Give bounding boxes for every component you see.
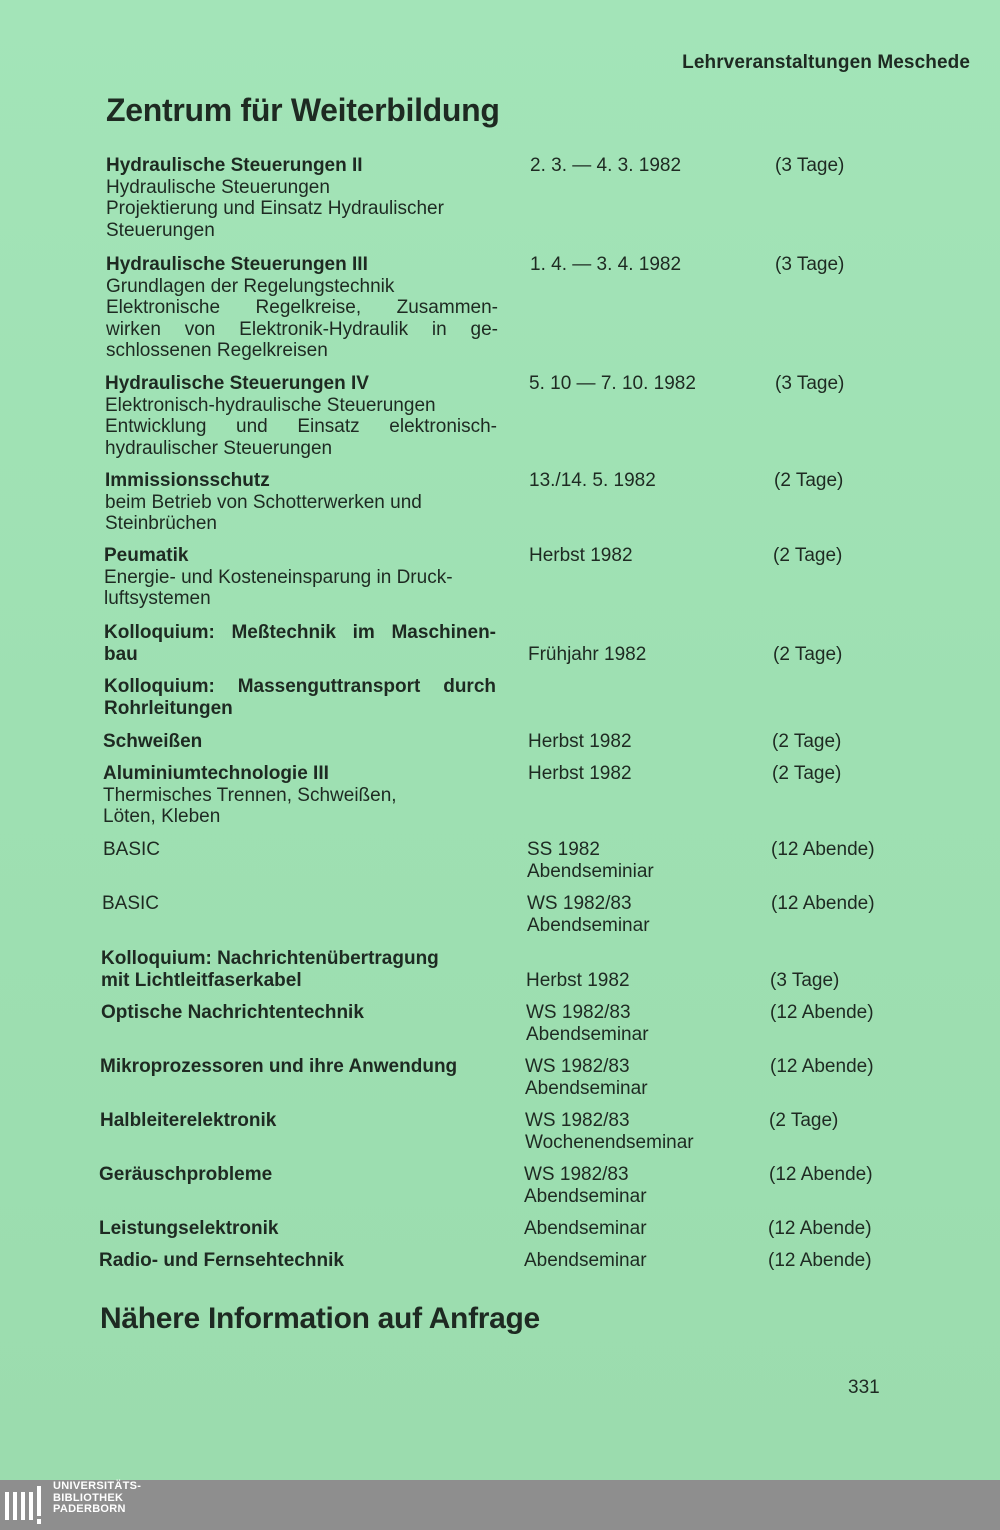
course-duration: (3 Tage)	[775, 254, 845, 275]
course-duration: (12 Abende)	[771, 893, 875, 914]
course-name: BASIC	[102, 893, 160, 914]
course-date: Abendseminar	[524, 1250, 647, 1271]
course-duration: (2 Tage)	[773, 545, 843, 566]
course-date: WS 1982/83 Abendseminar	[525, 1056, 648, 1099]
course-name: Radio- und Fernsehtechnik	[99, 1250, 344, 1271]
course-date: WS 1982/83 Abendseminar	[526, 1002, 649, 1045]
course-duration: (3 Tage)	[775, 155, 845, 176]
course-name: Optische Nachrichtentechnik	[101, 1002, 364, 1023]
course-name: Mikroprozessoren und ihre Anwendung	[100, 1056, 458, 1077]
course-date: Abendseminar	[524, 1218, 647, 1239]
course-duration: (12 Abende)	[769, 1164, 873, 1185]
course-name: Hydraulische Steuerungen III	[106, 254, 368, 275]
course-date: WS 1982/83 Abendseminar	[524, 1164, 647, 1207]
course-description: Energie- und Kosteneinsparung in Druck- luftsystemen	[104, 566, 453, 609]
course-name: Schweißen	[103, 731, 203, 752]
course-duration: (12 Abende)	[770, 1002, 874, 1023]
course-description: Thermisches Trennen, Schweißen, Löten, Kleben	[103, 784, 397, 827]
course-date: 5. 10 — 7. 10. 1982	[529, 373, 696, 394]
course-date: Herbst 1982	[528, 763, 632, 784]
course-description: Hydraulische Steuerungen Projektierung und Einsatz Hydraulischer Steuerungen	[106, 176, 444, 241]
course-duration: (12 Abende)	[771, 839, 875, 860]
course-description: beim Betrieb von Schotterwerken und Steinbrüchen	[105, 491, 422, 534]
course-name: Halbleiterelektronik	[100, 1110, 277, 1131]
course-duration: (2 Tage)	[772, 731, 842, 752]
course-name: Aluminiumtechnologie III	[103, 763, 329, 784]
course-duration: (12 Abende)	[768, 1218, 872, 1239]
footer-note: Nähere Information auf Anfrage	[100, 1302, 540, 1335]
course-date: Herbst 1982	[528, 731, 632, 752]
course-name: Hydraulische Steuerungen II	[106, 155, 363, 176]
course-duration: (3 Tage)	[770, 970, 840, 991]
section-header: Lehrveranstaltungen Meschede	[682, 52, 970, 73]
course-date: WS 1982/83 Wochenendseminar	[525, 1110, 694, 1153]
course-date: 13./14. 5. 1982	[529, 470, 656, 491]
course-name: Geräuschprobleme	[99, 1164, 273, 1185]
course-name: Hydraulische Steuerungen IV	[105, 373, 369, 394]
course-name: Leistungselektronik	[99, 1218, 279, 1239]
course-date: Herbst 1982	[529, 545, 633, 566]
course-date: WS 1982/83 Abendseminar	[527, 893, 650, 936]
course-date: Herbst 1982	[526, 970, 630, 991]
course-name: Immissionsschutz	[105, 470, 270, 491]
course-duration: (12 Abende)	[768, 1250, 872, 1271]
course-duration: (2 Tage)	[772, 763, 842, 784]
course-name: BASIC	[103, 839, 161, 860]
library-name: UNIVERSITÄTS- BIBLIOTHEK PADERBORN	[53, 1480, 142, 1515]
course-duration: (3 Tage)	[775, 373, 845, 394]
course-name: Kolloquium: Massenguttransport durch Rohrleitungen	[104, 676, 496, 719]
course-description: Grundlagen der Regelungstechnik Elektronische Regelkreise, Zusammen- wirken von Elektronik-Hydraulik in ge- schlossenen Regelkreisen	[106, 275, 498, 361]
page-number: 331	[848, 1377, 880, 1398]
course-date: 2. 3. — 4. 3. 1982	[530, 155, 682, 176]
course-name: Peumatik	[104, 545, 189, 566]
library-footer-bar	[0, 1480, 1000, 1530]
course-description: Elektronisch-hydraulische Steuerungen Entwicklung und Einsatz elektronisch- hydraulischer Steuerungen	[105, 394, 497, 459]
course-date: SS 1982 Abendseminiar	[527, 839, 654, 882]
course-name: Kolloquium: Meßtechnik im Maschinen- bau	[104, 622, 496, 665]
library-logo-icon	[4, 1484, 48, 1526]
course-duration: (2 Tage)	[774, 470, 844, 491]
course-duration: (12 Abende)	[770, 1056, 874, 1077]
course-date: 1. 4. — 3. 4. 1982	[530, 254, 682, 275]
course-duration: (2 Tage)	[769, 1110, 839, 1131]
course-duration: (2 Tage)	[773, 644, 843, 665]
page-title: Zentrum für Weiterbildung	[106, 92, 500, 128]
course-date: Frühjahr 1982	[528, 644, 647, 665]
course-name: Kolloquium: Nachrichtenübertragung mit Lichtleitfaserkabel	[101, 948, 439, 991]
